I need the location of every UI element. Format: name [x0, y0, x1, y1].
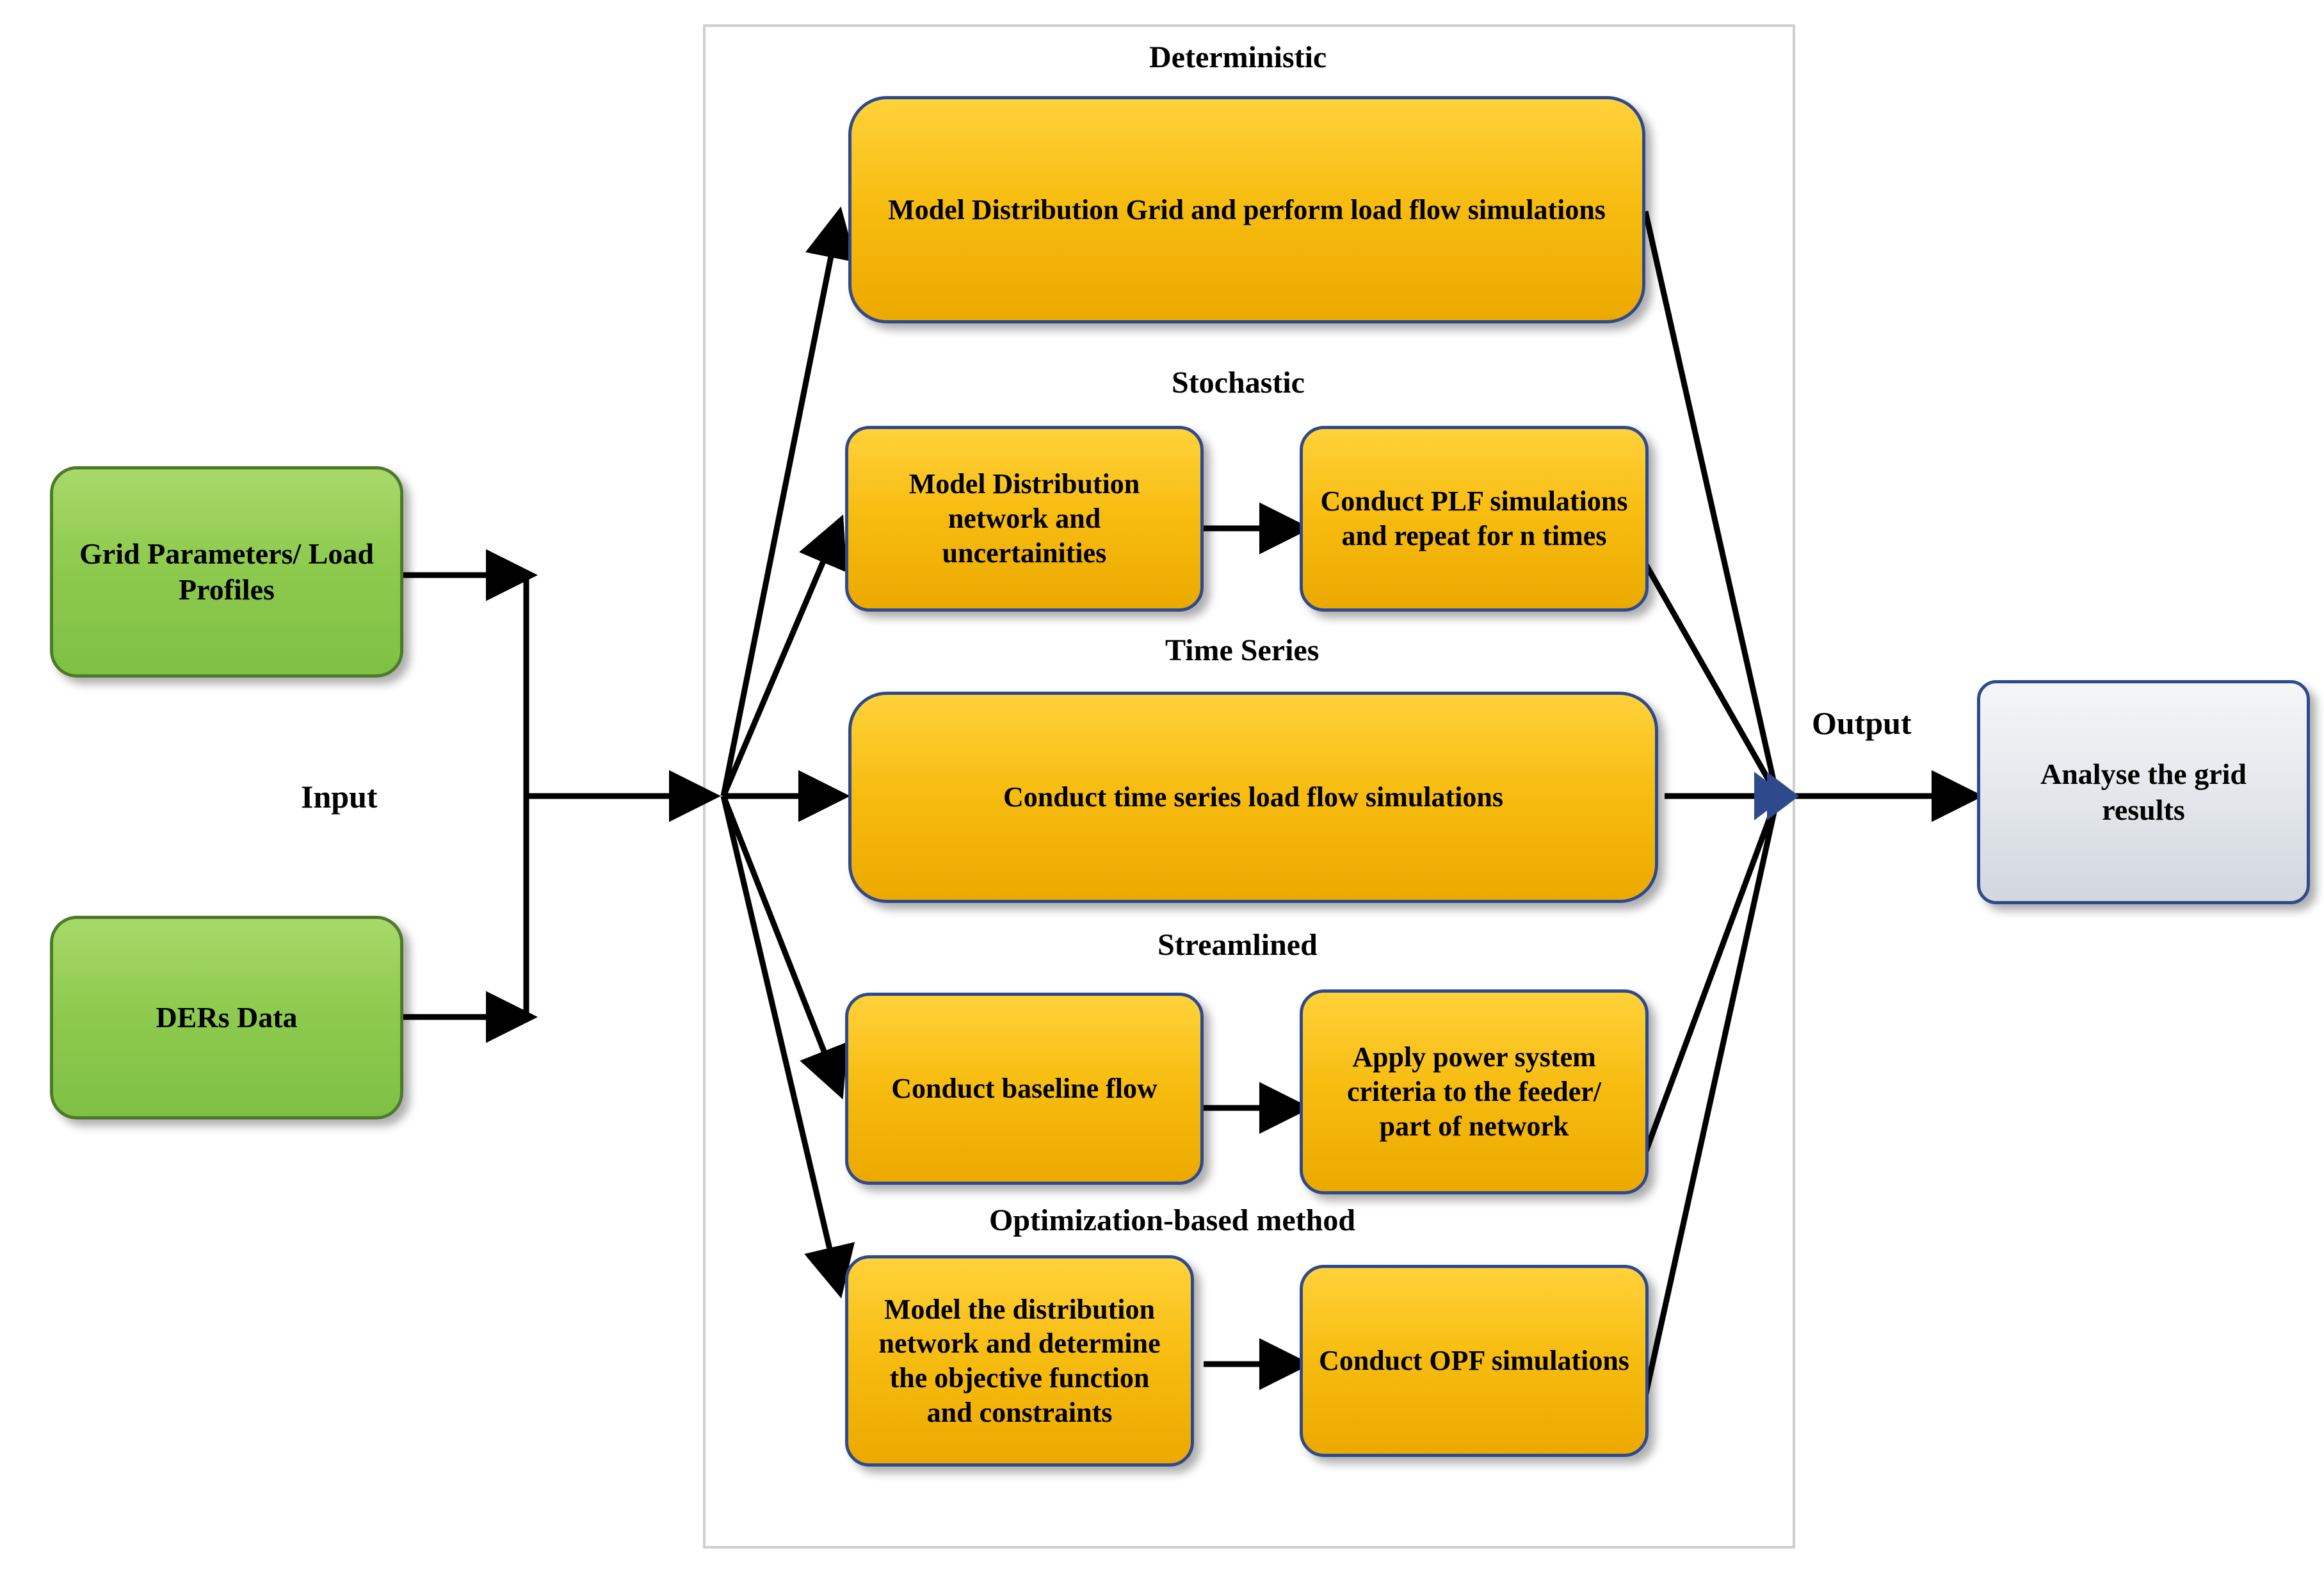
group-label-streamlined: Streamlined [1158, 928, 1318, 962]
input-node-label: DERs Data [156, 1000, 298, 1034]
process-node-label: Conduct PLF simulations and repeat for n times [1320, 485, 1628, 551]
process-node-sto-step-2[interactable] [1300, 426, 1649, 612]
group-label-deterministic: Deterministic [1149, 40, 1327, 74]
process-node-opt-step-1[interactable] [845, 1255, 1194, 1467]
process-node-label: Conduct baseline flow [891, 1073, 1158, 1105]
process-node-label: Model Distribution Grid and perform load flow simulations [888, 193, 1606, 225]
process-node-label: Apply power system criteria to the feeder/ part of network [1347, 1041, 1601, 1142]
output-node-label: Analyse the grid results [2040, 757, 2247, 826]
group-label-time-series: Time Series [1165, 633, 1319, 667]
input-flow-label: Input [301, 779, 378, 815]
process-node-str-step-1[interactable] [845, 993, 1204, 1185]
process-node-det-step-1[interactable] [848, 96, 1645, 323]
process-node-label: Model the distribution network and determine the objective function and constraints [878, 1293, 1161, 1428]
input-node-ders-data[interactable] [50, 916, 403, 1119]
group-label-stochastic: Stochastic [1172, 366, 1305, 400]
input-node-grid-params[interactable] [50, 466, 403, 678]
process-node-opt-step-2[interactable] [1300, 1265, 1649, 1457]
group-label-optimization-based: Optimization-based method [989, 1203, 1356, 1237]
input-node-label: Grid Parameters/ Load Profiles [79, 537, 374, 606]
process-node-label: Model Distribution network and uncertainities [908, 468, 1140, 569]
process-node-sto-step-1[interactable] [845, 426, 1204, 612]
output-flow-label: Output [1812, 705, 1912, 741]
process-node-str-step-2[interactable] [1300, 989, 1649, 1194]
process-node-ts-step-1[interactable] [848, 692, 1658, 903]
process-node-label: Conduct time series load flow simulations [1003, 781, 1503, 813]
process-node-label: Conduct OPF simulations [1319, 1345, 1629, 1377]
output-node-analyse-results[interactable] [1977, 680, 2310, 904]
